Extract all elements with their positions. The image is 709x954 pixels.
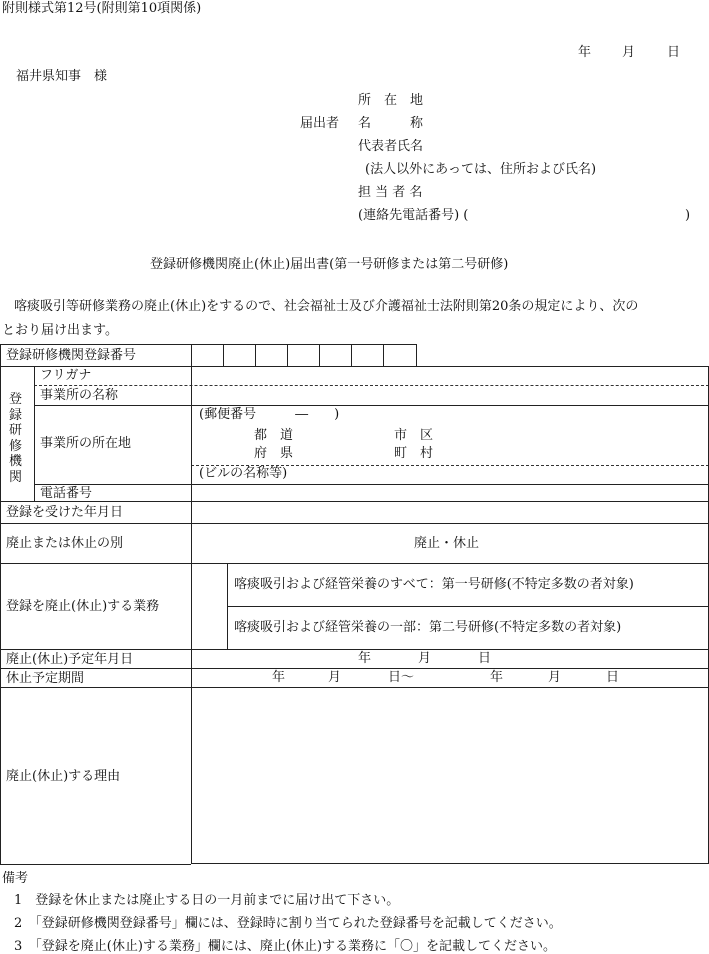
planned-date-label: 廃止(休止)予定年月日 <box>6 652 134 667</box>
contact-phone-close: ) <box>685 208 691 223</box>
reason-label: 廃止(休止)する理由 <box>6 769 121 784</box>
note-item: 3 「登録を廃止(休止)する業務」欄には、廃止(休止)する業務に「〇」を記載してください。 <box>14 939 557 954</box>
reason-field[interactable] <box>193 689 707 861</box>
institution-side-label: 登 録 研 修 機 関 <box>9 392 23 485</box>
suspend-month-1: 月 <box>328 670 342 685</box>
furigana-field[interactable] <box>193 367 707 384</box>
postal-code: (郵便番号 ― ) <box>199 407 340 422</box>
business-opt2-mark[interactable] <box>193 608 225 648</box>
form-number: 附則様式第12号(附則第10項関係) <box>2 1 202 16</box>
shiku-label: 市 区 <box>394 428 434 443</box>
phone-label: 電話番号 <box>40 486 93 501</box>
notifier-label: 届出者 <box>300 116 340 131</box>
reg-date-label: 登録を受けた年月日 <box>6 505 124 520</box>
business-label: 登録を廃止(休止)する業務 <box>6 599 160 614</box>
date-month-label: 月 <box>622 45 636 60</box>
document-title: 登録研修機関廃止(休止)届出書(第一号研修または第二号研修) <box>150 257 509 272</box>
note-item: 2 「登録研修機関登録番号」欄には、登録時に割り当てられた登録番号を記載してください。 <box>14 916 562 931</box>
furigana-label: フリガナ <box>40 368 92 383</box>
location-label: 所 在 地 <box>358 93 424 108</box>
name-label: 名 称 <box>358 116 424 131</box>
suspend-year-2: 年 <box>490 670 504 685</box>
reg-number-label: 登録研修機関登録番号 <box>6 348 137 363</box>
intro-line-1: 喀痰吸引等研修業務の廃止(休止)をするので、社会福祉士及び介護福祉士法附則第20条の規定により、次の <box>14 299 639 314</box>
business-opt1-mark[interactable] <box>193 565 225 605</box>
office-name-label: 事業所の名称 <box>40 388 119 403</box>
building-label: (ビルの名称等) <box>199 466 288 481</box>
notes-title: 備考 <box>2 871 29 886</box>
todo-label: 都 道 <box>254 428 294 443</box>
planned-month: 月 <box>418 651 432 666</box>
date-day-label: 日 <box>667 45 681 60</box>
addressee: 福井県知事 様 <box>16 69 108 84</box>
contact-person-label: 担 当 者 名 <box>358 185 423 200</box>
type-value[interactable]: 廃止・休止 <box>414 536 480 551</box>
fuken-label: 府 県 <box>254 446 294 461</box>
suspend-month-2: 月 <box>548 670 562 685</box>
suspend-year-1: 年 <box>272 670 286 685</box>
business-option-1: 喀痰吸引および経管栄養のすべて：第一号研修(不特定多数の者対象) <box>234 577 634 592</box>
type-label: 廃止または休止の別 <box>6 536 124 551</box>
planned-day: 日 <box>478 651 492 666</box>
business-option-2: 喀痰吸引および経管栄養の一部：第二号研修(不特定多数の者対象) <box>234 620 622 635</box>
planned-year: 年 <box>358 651 372 666</box>
phone-field[interactable] <box>193 485 707 500</box>
note-item: 1 登録を休止または廃止する日の一月前までに届け出て下さい。 <box>14 893 400 908</box>
chouson-label: 町 村 <box>394 446 434 461</box>
office-name-field[interactable] <box>193 386 707 404</box>
suspend-period-label: 休止予定期間 <box>6 671 85 686</box>
representative-label: 代表者氏名 <box>358 139 424 154</box>
suspend-day-2: 日 <box>606 670 620 685</box>
reg-number-digit-boxes[interactable] <box>193 346 415 364</box>
representative-note: (法人以外にあっては、住所および氏名) <box>365 162 597 177</box>
suspend-day-1: 日～ <box>388 670 415 685</box>
office-address-label: 事業所の所在地 <box>40 436 132 451</box>
date-year-label: 年 <box>578 45 592 60</box>
reg-date-field[interactable] <box>193 503 707 522</box>
contact-phone-label: (連絡先電話番号) ( <box>358 208 469 223</box>
intro-line-2: とおり届け出ます。 <box>2 323 118 338</box>
